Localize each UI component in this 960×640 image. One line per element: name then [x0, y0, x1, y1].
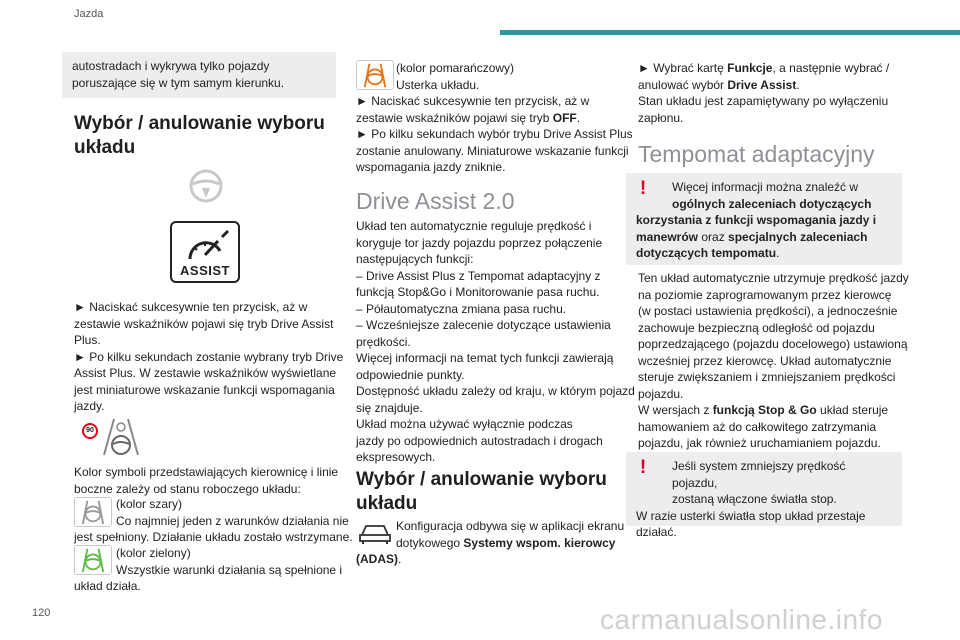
text-line: ► Naciskać sukcesywnie ten przycisk, aż w: [74, 300, 308, 314]
green-state-text: [116, 545, 342, 578]
text-line: Kolor symboli przedstawiających kierownicę i linie: [74, 465, 339, 479]
text-line: jazdy.: [74, 399, 105, 413]
header-accent-bar: [500, 30, 960, 35]
note-box: [62, 52, 336, 98]
text-line: manewrów oraz specjalnych zaleceniach: [636, 229, 868, 244]
text-line: pojazdu, jak również uruchamianiem pojazdu.: [638, 436, 881, 450]
text-line: – Wcześniejsze zalecenie dotyczące ustawienia: [356, 318, 611, 332]
text-line: – Drive Assist Plus z Tempomat adaptacyjny z: [356, 268, 601, 283]
text-line: (kolor zielony): [116, 546, 191, 560]
text-line: boczne zależy od stanu roboczego układu:: [74, 481, 301, 496]
text-line: ► Naciskać sukcesywnie ten przycisk, aż w: [356, 94, 590, 108]
page-number: 120: [32, 607, 51, 619]
paragraph: [356, 218, 640, 466]
text-line: korzystania z funkcji wspomagania jazdy i: [636, 213, 877, 227]
warning-box-2: [626, 452, 902, 539]
paragraph: [638, 270, 922, 452]
config-text: [396, 518, 636, 551]
text-line: W razie usterki światła stop układ przestaje: [636, 508, 866, 523]
text-line: ► Po kilku sekundach wybór trybu Drive Assist Plus: [356, 127, 633, 141]
section-heading-2: [356, 468, 607, 516]
text-line: ogólnych zaleceniach dotyczących: [672, 196, 872, 211]
note-line: poruszające się w tym samym kierunku.: [72, 75, 285, 90]
text-line: Więcej informacji można znaleźć w: [672, 180, 859, 194]
text-line: (w postaci ustawienia prędkości), a jednocześnie: [638, 304, 898, 318]
text-line: jest spełniony. Działanie układu zostało wstrzymane.: [74, 530, 353, 544]
section-heading-1: [74, 112, 325, 160]
text-line: Jeśli system zmniejszy prędkość pojazdu,: [672, 459, 846, 490]
text-line: (kolor szary): [116, 497, 183, 511]
text-line: ► Po kilku sekundach zostanie wybrany tryb Drive: [74, 349, 344, 364]
heading-line: układu: [356, 493, 418, 514]
text-line: dotyczących tempomatu.: [636, 246, 780, 260]
text-line: zachowuje bezpieczną odległość od pojazdu: [638, 320, 875, 335]
text-line: wspomagania jazdy zniknie.: [356, 160, 506, 174]
text-line: Co najmniej jeden z warunków działania nie: [116, 513, 349, 528]
warning-exclamation-icon: !: [639, 178, 647, 199]
speed-limit-badge: 90: [82, 423, 98, 439]
warning-box-1: [626, 173, 902, 265]
text-line: Więcej informacji na temat tych funkcji zawierają: [356, 351, 614, 365]
car-icon: [356, 519, 394, 547]
driving-assist-mini-icon: [100, 417, 142, 457]
text-line: pojazdu.: [638, 386, 684, 401]
text-line: prędkości.: [356, 334, 411, 349]
orange-state-icon: [356, 60, 394, 90]
grey-state-text: [116, 496, 349, 529]
text-line: jazdy po odpowiednich autostradach i drogach: [356, 433, 603, 448]
paragraph: [74, 299, 354, 415]
text-line: dotykowego Systemy wspom. kierowcy: [396, 535, 616, 550]
text-line: jest miniaturowe wskazanie funkcji wspomagania: [74, 382, 335, 397]
text-line: (ADAS).: [356, 552, 402, 566]
paragraph: [356, 93, 636, 176]
orange-state-text: [396, 60, 514, 93]
section-heading-tempomat: Tempomat adaptacyjny: [638, 141, 875, 167]
text-line: zapłonu.: [638, 110, 684, 125]
text-line: Układ ten automatycznie reguluje prędkość i: [356, 219, 592, 233]
heading-line: Wybór / anulowanie wyboru: [356, 469, 607, 490]
heading-line: Wybór / anulowanie wyboru: [74, 113, 325, 134]
text-line: ekspresowych.: [356, 450, 436, 464]
text-line: Assist Plus. W zestawie wskaźników wyświetlane: [74, 366, 337, 380]
assist-button-icon: [170, 221, 240, 283]
text-line: zestawie wskaźników pojawi się tryb OFF.: [356, 110, 581, 125]
text-line: (kolor pomarańczowy): [396, 61, 515, 75]
grey-state-icon: [74, 497, 112, 527]
green-state-icon: [74, 545, 112, 575]
text-line: – Półautomatyczna zmiana pasa ruchu.: [356, 301, 567, 316]
assist-label: ASSIST: [180, 263, 230, 278]
text-line: Wszystkie warunki działania są spełnione i: [116, 562, 343, 577]
text-line: na poziomie zaprogramowanym przez kierowcę: [638, 287, 892, 302]
text-line: ► Wybrać kartę Funkcje, a następnie wybrać /: [638, 61, 890, 75]
text-line: Stan układu jest zapamiętywany po wyłączeniu: [638, 94, 889, 108]
text-line: Układ można używać wyłącznie podczas: [356, 417, 573, 431]
text-line: anulować wybór Drive Assist.: [638, 77, 800, 92]
text-line: koryguje tor jazdy pojazdu poprzez połączenie: [356, 235, 603, 250]
text-line: Konfiguracja odbywa się w aplikacji ekranu: [396, 519, 625, 533]
paragraph: [638, 60, 918, 126]
text-line: W wersjach z funkcją Stop & Go układ steruje: [638, 403, 889, 417]
heading-line: układu: [74, 137, 136, 158]
text-line: poprzedzającego (pojazdu docelowego) ustawioną: [638, 337, 908, 351]
watermark: carmanualsonline.info: [600, 604, 883, 635]
text-line: steruje zwiększaniem i zmniejszaniem prędkości: [638, 370, 896, 384]
text-line: zostaną włączone światła stop.: [672, 492, 837, 506]
text-line: Ten układ automatycznie utrzymuje prędkość jazdy: [638, 271, 909, 285]
paragraph: [74, 464, 354, 497]
steering-wheel-icon: [188, 168, 224, 204]
text-line: zostanie anulowany. Miniaturowe wskazanie funkcji: [356, 143, 629, 158]
text-line: Dostępność układu zależy od kraju, w którym pojazd: [356, 384, 635, 398]
text-line: następujących funkcji:: [356, 252, 474, 266]
text-line: odpowiednie punkty.: [356, 367, 465, 382]
note-line: autostradach i wykrywa tylko pojazdy: [72, 59, 270, 73]
text-line: Plus.: [74, 333, 101, 347]
text-line: hamowaniem aż do całkowitego zatrzymania: [638, 419, 877, 434]
text-line: układ działa.: [74, 579, 141, 593]
text-line: się znajduje.: [356, 400, 423, 415]
text-line: wcześniej przez kierowcę. Układ automatycznie: [638, 353, 892, 368]
text-line: funkcją Stop&Go i Monitorowanie pasa ruchu.: [356, 285, 600, 299]
text-line: Usterka układu.: [396, 77, 480, 92]
section-header: Jazda: [74, 8, 104, 20]
warning-exclamation-icon: !: [639, 457, 647, 478]
text-line: działać.: [636, 525, 677, 539]
section-heading-drive-assist: Drive Assist 2.0: [356, 188, 515, 214]
text-line: zestawie wskaźników pojawi się tryb Drive Assist: [74, 316, 334, 331]
